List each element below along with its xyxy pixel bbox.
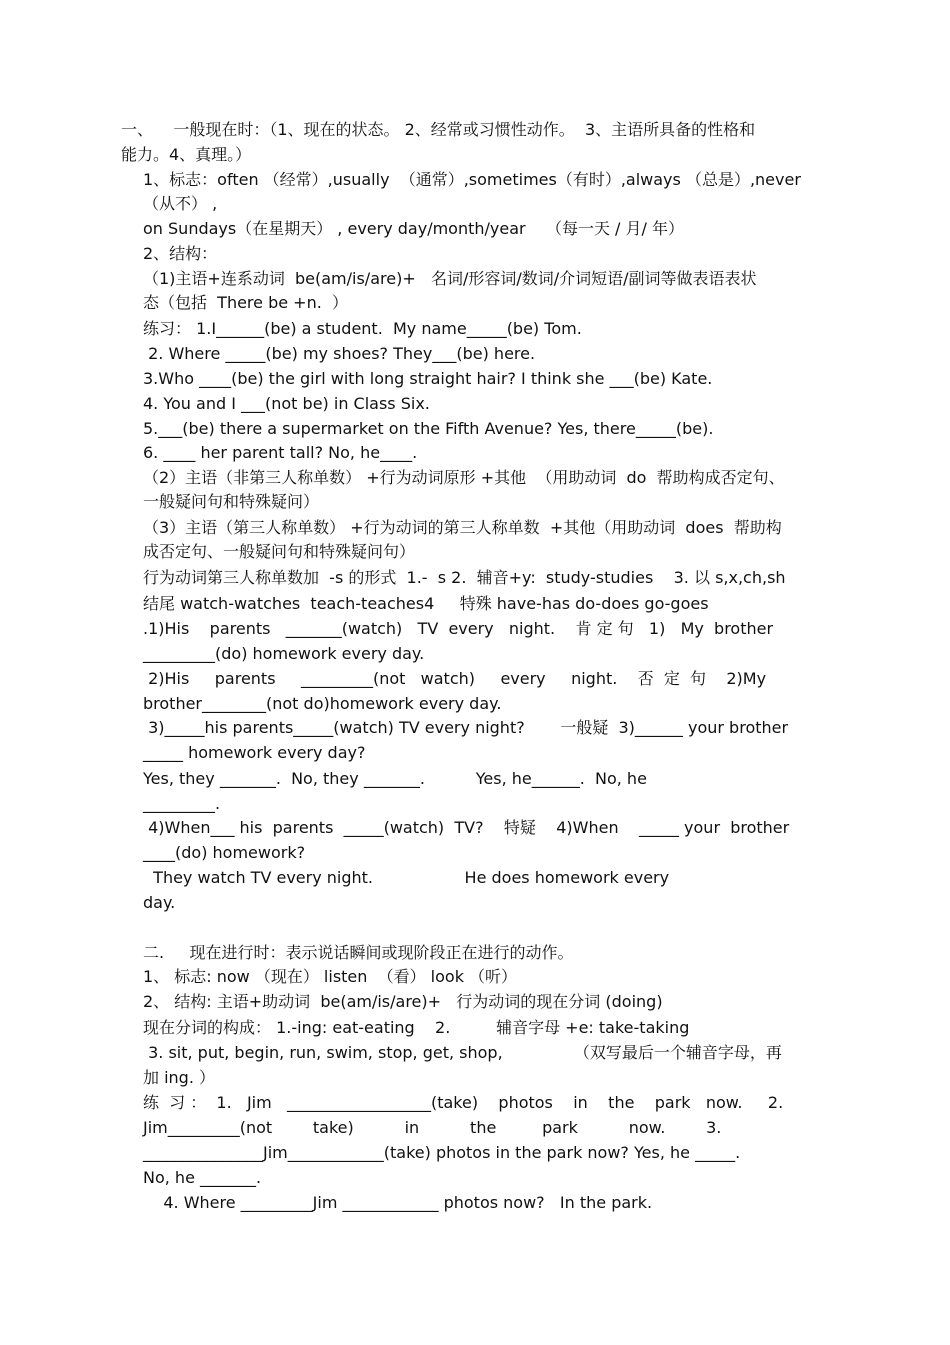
text-line: （从不） ,	[143, 194, 218, 213]
text-line: （3）主语（第三人称单数） +行为动词的第三人称单数 +其他（用助动词 does 帮助构	[143, 518, 782, 537]
text-line: 5.___(be) there a supermarket on the Fifth Avenue? Yes, there_____(be).	[143, 419, 714, 438]
text-line: 3.Who ____(be) the girl with long straight hair? I think she ___(be) Kate.	[143, 369, 713, 388]
text-line: 4. Where _________Jim ____________ photos now? In the park.	[143, 1193, 653, 1212]
text-line: 结尾 watch-watches teach-teaches4 特殊 have-has do-does go-goes	[143, 594, 709, 613]
text-line: ____(do) homework?	[143, 843, 306, 862]
text-line: 现在分词的构成： 1.-ing: eat-eating 2. 辅音字母 +e: take-taking	[143, 1018, 690, 1037]
text-line: 一般疑问句和特殊疑问）	[143, 492, 320, 511]
text-line: 3. sit, put, begin, run, swim, stop, get, shop, （双写最后一个辅音字母，再	[143, 1043, 782, 1062]
text-line: day.	[143, 893, 176, 912]
text-line: 态（包括 There be +n. ）	[143, 293, 348, 312]
text-line: _________(do) homework every day.	[143, 644, 425, 663]
text-line: 4. You and I ___(not be) in Class Six.	[143, 394, 430, 413]
text-line: _______________Jim____________(take) photos in the park now? Yes, he _____.	[143, 1143, 741, 1162]
text-line: brother________(not do)homework every day.	[143, 694, 502, 713]
text-line: .1)His parents _______(watch) TV every night. 肯 定 句 1) My brother	[143, 619, 774, 638]
text-line: 成否定句、一般疑问句和特殊疑问句）	[143, 542, 416, 561]
text-line: 2)His parents _________(not watch) every night. 否 定 句 2)My	[143, 669, 767, 688]
text-line: _____ homework every day?	[143, 743, 366, 762]
text-line: 行为动词第三人称单数加 -s 的形式 1.- s 2. 辅音+y: study-studies 3. 以 s,x,ch,sh	[143, 568, 786, 587]
text-line: Jim_________(not take) in the park now. 3.	[143, 1118, 722, 1137]
text-line: 二. 现在进行时：表示说话瞬间或现阶段正在进行的动作。	[143, 943, 574, 962]
text-line: 4)When___ his parents _____(watch) TV? 特疑 4)When _____ your brother	[143, 818, 790, 837]
text-line: 6. ____ her parent tall? No, he____.	[143, 443, 418, 462]
text-line: 3)_____his parents_____(watch) TV every night? 一般疑 3)______ your brother	[143, 718, 789, 737]
text-line: 一、 一般现在时：（1、现在的状态。 2、经常或习惯性动作。 3、主语所具备的性格和	[121, 120, 756, 139]
text-line: 1、标志：often （经常）,usually （通常）,sometimes（有时）,always （总是）,never	[143, 170, 801, 189]
text-line: 能力。4、真理。）	[121, 145, 252, 164]
text-line: 2、结构：	[143, 244, 218, 263]
text-line: 练 习 ： 1. Jim __________________(take) photos in the park now. 2.	[143, 1093, 784, 1112]
text-line: 2. Where _____(be) my shoes? They___(be) here.	[143, 344, 536, 363]
text-line: Yes, they _______. No, they _______. Yes, he______. No, he	[143, 769, 647, 788]
text-line: No, he _______.	[143, 1168, 262, 1187]
text-line: 2、 结构: 主语+助动词 be(am/is/are)+ 行为动词的现在分词 (doing)	[143, 992, 663, 1011]
text-line: （2）主语（非第三人称单数） +行为动词原形 +其他 （用助动词 do 帮助构成否定句、	[143, 468, 785, 487]
text-line: on Sundays（在星期天） , every day/month/year （每一天 / 月/ 年）	[143, 219, 684, 238]
text-line: 1、 标志: now （现在） listen （看） look （听）	[143, 967, 518, 986]
text-line: 练习： 1.I______(be) a student. My name_____(be) Tom.	[143, 319, 582, 338]
text-line: _________.	[143, 794, 221, 813]
text-line: They watch TV every night. He does homework every	[143, 868, 670, 887]
text-line: （1)主语+连系动词 be(am/is/are)+ 名词/形容词/数词/介词短语/副词等做表语表状	[143, 269, 757, 288]
text-line: 加 ing. ）	[143, 1068, 216, 1087]
